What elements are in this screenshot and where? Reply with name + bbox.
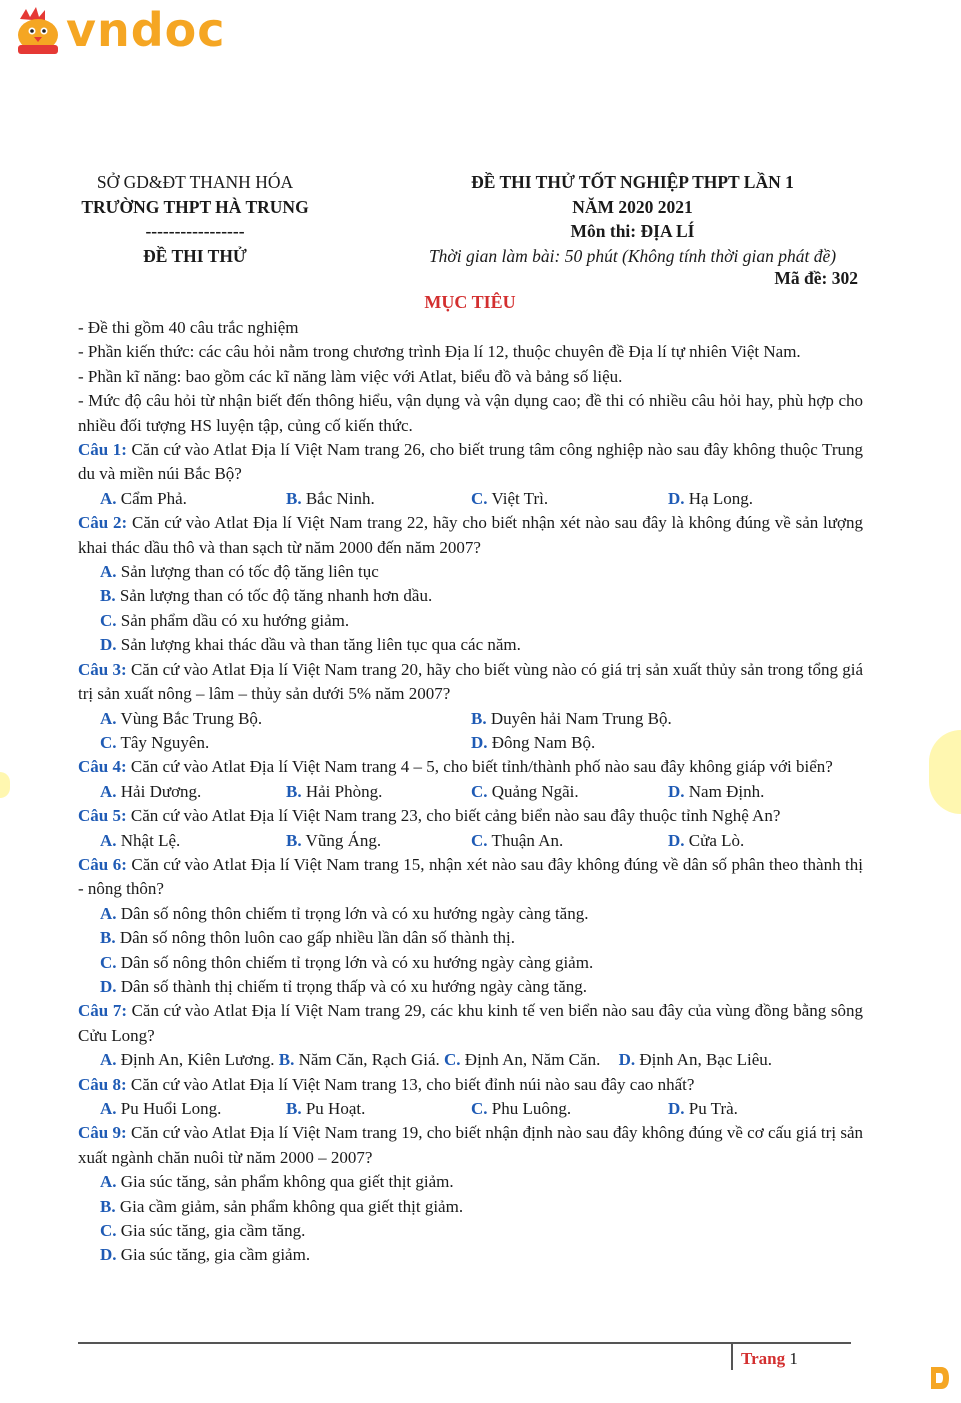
option-letter: C. bbox=[100, 952, 117, 972]
question-text: Căn cứ vào Atlat Địa lí Việt Nam trang 13, cho biết đỉnh núi nào sau đây cao nhất? bbox=[126, 1074, 695, 1094]
question-label: Câu 4: bbox=[78, 757, 127, 777]
option-letter: A. bbox=[100, 903, 117, 923]
school-name: TRƯỜNG THPT HÀ TRUNG bbox=[81, 196, 309, 217]
option-a[interactable] bbox=[100, 487, 286, 511]
question-4 bbox=[78, 755, 863, 779]
exam-time: Thời gian làm bài: 50 phút (Không tính thời gian phát đề) bbox=[428, 245, 837, 266]
option-d[interactable] bbox=[668, 780, 764, 804]
option-text: Dân số nông thôn chiếm tỉ trọng lớn và có xu hướng ngày càng tăng. bbox=[116, 903, 589, 923]
option-text: Dân số nông thôn chiếm tỉ trọng lớn và có xu hướng ngày càng giảm. bbox=[116, 952, 594, 972]
option-b[interactable] bbox=[286, 829, 471, 853]
decorative-shape bbox=[929, 730, 961, 814]
vndoc-corner-icon[interactable] bbox=[927, 1363, 951, 1393]
option-letter: B. bbox=[100, 586, 116, 606]
department-name: SỞ GD&ĐT THANH HÓA bbox=[96, 172, 294, 192]
option-text: Bắc Ninh. bbox=[301, 488, 375, 508]
question-label: Câu 1: bbox=[78, 440, 127, 460]
option-letter: C. bbox=[444, 1050, 461, 1070]
option-letter: C. bbox=[100, 1221, 117, 1241]
option-letter: D. bbox=[471, 732, 488, 752]
option-c[interactable] bbox=[78, 951, 863, 975]
options-row bbox=[78, 1097, 863, 1121]
option-d[interactable] bbox=[668, 487, 753, 511]
option-text: Định An, Kiên Lương. bbox=[116, 1050, 275, 1070]
option-letter: C. bbox=[471, 830, 488, 850]
question-label: Câu 8: bbox=[78, 1074, 127, 1094]
option-letter: A. bbox=[100, 1099, 117, 1118]
option-text: Sản lượng khai thác dầu và than tăng liên tục qua các năm. bbox=[116, 635, 521, 655]
option-text: Dân số thành thị chiếm tỉ trọng thấp và có xu hướng ngày càng tăng. bbox=[116, 976, 588, 996]
page-label: Trang bbox=[741, 1349, 786, 1368]
option-a[interactable] bbox=[78, 560, 863, 584]
option-d[interactable] bbox=[471, 731, 595, 755]
option-c[interactable] bbox=[78, 609, 863, 633]
option-b[interactable] bbox=[286, 780, 471, 804]
option-text: Cẩm Phả. bbox=[116, 488, 187, 508]
vndoc-logo[interactable] bbox=[12, 4, 226, 56]
option-c[interactable] bbox=[78, 1219, 863, 1243]
page-value: 1 bbox=[789, 1349, 798, 1368]
option-letter: B. bbox=[471, 708, 487, 728]
question-8 bbox=[78, 1073, 863, 1097]
option-c[interactable] bbox=[471, 1097, 668, 1121]
option-d[interactable] bbox=[78, 1243, 863, 1267]
option-text: Phu Luông. bbox=[487, 1099, 572, 1118]
option-text: Hải Phòng. bbox=[301, 781, 383, 801]
options-row bbox=[78, 1048, 863, 1072]
option-letter: A. bbox=[100, 488, 117, 508]
page-number bbox=[741, 1349, 798, 1369]
option-b[interactable] bbox=[78, 926, 863, 950]
option-text: Sản lượng than có tốc độ tăng liên tục bbox=[116, 562, 379, 582]
question-label: Câu 7: bbox=[78, 1001, 127, 1021]
school-header bbox=[60, 170, 330, 268]
option-b[interactable] bbox=[78, 584, 863, 608]
logo-wordmark: vndoc bbox=[66, 3, 226, 57]
mascot-chicken-icon bbox=[12, 5, 64, 55]
option-letter: D. bbox=[100, 1245, 117, 1265]
option-text: Sản phẩm dầu có xu hướng giảm. bbox=[116, 610, 350, 630]
option-a[interactable] bbox=[78, 1170, 863, 1194]
option-text: Gia cầm giảm, sản phẩm không qua giết thịt giảm. bbox=[115, 1196, 464, 1216]
option-letter: A. bbox=[100, 1050, 117, 1070]
option-letter: A. bbox=[100, 830, 117, 850]
option-text: Năm Căn, Rạch Giá. bbox=[294, 1050, 440, 1070]
option-text: Nhật Lệ. bbox=[116, 830, 181, 850]
question-1 bbox=[78, 438, 863, 487]
option-letter: D. bbox=[100, 635, 117, 655]
option-letter: D. bbox=[618, 1050, 636, 1070]
option-text: Duyên hải Nam Trung Bộ. bbox=[486, 708, 672, 728]
option-letter: B. bbox=[286, 1099, 302, 1118]
option-b[interactable] bbox=[279, 1050, 440, 1069]
option-d[interactable] bbox=[668, 829, 744, 853]
option-c[interactable] bbox=[444, 1050, 600, 1069]
option-a[interactable] bbox=[100, 707, 471, 731]
objective-item: - Phần kĩ năng: bao gồm các kĩ năng làm việc với Atlat, biểu đồ và bảng số liệu. bbox=[78, 366, 623, 386]
exam-header bbox=[405, 170, 860, 268]
option-letter: C. bbox=[100, 610, 117, 630]
options-row bbox=[78, 487, 863, 511]
option-text: Dân số nông thôn luôn cao gấp nhiều lần dân số thành thị. bbox=[115, 928, 516, 948]
option-text: Gia súc tăng, gia cầm giảm. bbox=[116, 1245, 311, 1265]
question-text: Căn cứ vào Atlat Địa lí Việt Nam trang 23, cho biết cảng biển nào sau đây thuộc tỉnh Nghệ An? bbox=[126, 806, 781, 826]
question-7 bbox=[78, 999, 863, 1048]
question-text: Căn cứ vào Atlat Địa lí Việt Nam trang 15, nhận xét nào sau đây không đúng về dân số phân theo thành thị - nông thôn? bbox=[78, 854, 863, 899]
option-text: Quảng Ngãi. bbox=[487, 781, 579, 801]
option-b[interactable] bbox=[286, 487, 471, 511]
option-c[interactable] bbox=[471, 487, 668, 511]
option-text: Pu Trà. bbox=[684, 1099, 738, 1118]
question-6 bbox=[78, 853, 863, 902]
question-text: Căn cứ vào Atlat Địa lí Việt Nam trang 22, hãy cho biết nhận xét nào sau đây là không đúng về sản lượng khai thác dầu thô và than sạch từ năm 2000 đến năm 2007? bbox=[78, 513, 863, 557]
option-text: Đông Nam Bộ. bbox=[487, 732, 596, 752]
option-letter: D. bbox=[668, 830, 685, 850]
option-d[interactable] bbox=[78, 975, 863, 999]
option-text: Pu Hoạt. bbox=[301, 1099, 366, 1118]
option-text: Hạ Long. bbox=[684, 488, 753, 508]
exam-title: ĐỀ THI THỬ TỐT NGHIỆP THPT LẦN 1 bbox=[471, 172, 794, 192]
option-text: Gia súc tăng, gia cầm tăng. bbox=[116, 1221, 306, 1241]
option-letter: A. bbox=[100, 781, 117, 801]
option-letter: B. bbox=[100, 1196, 116, 1216]
option-d[interactable] bbox=[78, 633, 863, 657]
option-text: Định An, Năm Căn. bbox=[460, 1050, 601, 1070]
option-letter: A. bbox=[100, 562, 117, 582]
option-letter: B. bbox=[100, 928, 116, 948]
objective-item: - Đề thi gồm 40 câu trắc nghiệm bbox=[78, 318, 299, 337]
question-label: Câu 2: bbox=[78, 513, 128, 533]
option-b[interactable] bbox=[286, 1097, 471, 1121]
option-letter: D. bbox=[100, 976, 117, 996]
question-text: Căn cứ vào Atlat Địa lí Việt Nam trang 26, cho biết trung tâm công nghiệp nào sau đây không thuộc Trung du và miền núi Bắc Bộ? bbox=[78, 440, 863, 484]
option-letter: A. bbox=[100, 1172, 117, 1192]
question-text: Căn cứ vào Atlat Địa lí Việt Nam trang 4 – 5, cho biết tỉnh/thành phố nào sau đây không giáp với biển? bbox=[126, 757, 833, 777]
option-text: Sản lượng than có tốc độ tăng nhanh hơn dầu. bbox=[115, 586, 433, 606]
decorative-shape bbox=[0, 772, 10, 798]
option-a[interactable] bbox=[100, 780, 286, 804]
option-text: Hải Dương. bbox=[116, 781, 202, 801]
option-text: Tây Nguyên. bbox=[116, 732, 210, 752]
option-text: Việt Trì. bbox=[487, 488, 549, 508]
header-divider: ----------------- bbox=[145, 221, 245, 241]
options-row bbox=[78, 829, 863, 853]
option-a[interactable] bbox=[100, 829, 286, 853]
question-text: Căn cứ vào Atlat Địa lí Việt Nam trang 29, các khu kinh tế ven biển nào sau đây của vùng đồng bằng sông Cửu Long? bbox=[78, 1001, 863, 1045]
option-a[interactable] bbox=[100, 1050, 275, 1069]
option-letter: D. bbox=[668, 781, 685, 801]
option-d[interactable] bbox=[619, 1050, 772, 1069]
objective-item: - Phần kiến thức: các câu hỏi nằm trong chương trình Địa lí 12, thuộc chuyên đề Địa lí tự nhiên Việt Nam. bbox=[78, 342, 801, 362]
option-letter: B. bbox=[278, 1050, 295, 1070]
option-letter: A. bbox=[100, 708, 117, 728]
question-2 bbox=[78, 511, 863, 560]
question-label: Câu 6: bbox=[78, 854, 127, 874]
option-text: Vũng Áng. bbox=[301, 830, 382, 850]
question-5 bbox=[78, 804, 863, 828]
option-text: Cửa Lò. bbox=[684, 830, 745, 850]
question-label: Câu 9: bbox=[78, 1123, 127, 1143]
options-row bbox=[78, 780, 863, 804]
question-label: Câu 5: bbox=[78, 806, 127, 826]
option-letter: B. bbox=[286, 830, 302, 850]
option-letter: C. bbox=[471, 781, 488, 801]
options-row bbox=[78, 707, 863, 731]
option-a[interactable] bbox=[100, 1097, 286, 1121]
option-c[interactable] bbox=[471, 780, 668, 804]
document-body bbox=[78, 316, 863, 1268]
option-text: Định An, Bạc Liêu. bbox=[635, 1050, 773, 1070]
option-text: Vùng Bắc Trung Bộ. bbox=[116, 708, 263, 728]
option-c[interactable] bbox=[100, 731, 471, 755]
objective-item: - Mức độ câu hỏi từ nhận biết đến thông hiểu, vận dụng và vận dụng cao; đề thi có nhiều câu hỏi hay, phù hợp cho nhiều đối tượng HS luyện tập, củng cố kiến thức. bbox=[78, 391, 863, 435]
option-letter: C. bbox=[471, 488, 488, 508]
option-text: Pu Huổi Long. bbox=[116, 1099, 222, 1118]
section-title: MỤC TIÊU bbox=[424, 292, 516, 312]
option-text: Thuận An. bbox=[487, 830, 564, 850]
footer-divider bbox=[78, 1342, 851, 1344]
exam-type: ĐỀ THI THỬ bbox=[143, 245, 247, 266]
question-label: Câu 3: bbox=[78, 659, 127, 679]
option-letter: B. bbox=[286, 488, 302, 508]
question-3 bbox=[78, 658, 863, 707]
footer-separator bbox=[731, 1344, 733, 1370]
exam-year: NĂM 2020 2021 bbox=[572, 196, 693, 217]
option-d[interactable] bbox=[668, 1097, 738, 1121]
exam-subject: Môn thi: ĐỊA LÍ bbox=[570, 221, 695, 241]
question-text: Căn cứ vào Atlat Địa lí Việt Nam trang 20, hãy cho biết vùng nào có giá trị sản xuất thủy sản trong tổng giá trị sản xuất nông – lâm – thủy sản dưới 5% năm 2007? bbox=[78, 659, 863, 704]
option-letter: C. bbox=[100, 732, 117, 752]
question-text: Căn cứ vào Atlat Địa lí Việt Nam trang 19, cho biết nhận định nào sau đây không đúng về cơ cấu giá trị sản xuất ngành chăn nuôi từ năm 2000 – 2007? bbox=[78, 1123, 863, 1167]
option-letter: C. bbox=[471, 1099, 488, 1118]
exam-code: Mã đề: 302 bbox=[774, 268, 858, 288]
option-b[interactable] bbox=[471, 707, 672, 731]
option-letter: B. bbox=[286, 781, 302, 801]
option-a[interactable] bbox=[78, 902, 863, 926]
options-row bbox=[78, 731, 863, 755]
option-c[interactable] bbox=[471, 829, 668, 853]
option-text: Gia súc tăng, sản phẩm không qua giết thịt giảm. bbox=[116, 1172, 454, 1192]
option-letter: D. bbox=[668, 1099, 685, 1118]
option-letter: D. bbox=[668, 488, 685, 508]
option-b[interactable] bbox=[78, 1195, 863, 1219]
option-text: Nam Định. bbox=[684, 781, 765, 801]
question-9 bbox=[78, 1121, 863, 1170]
